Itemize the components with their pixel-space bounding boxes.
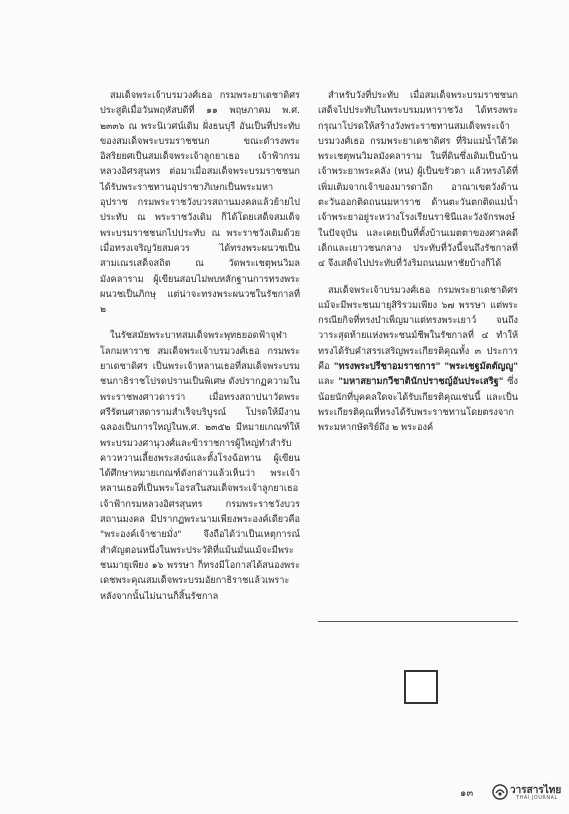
honorific-title: "มหาสยามกวีชาตินักปราชญ์อันประเสริฐ" — [338, 376, 504, 388]
journal-logo-subtext: THAI JOURNAL — [516, 795, 558, 801]
paragraph — [100, 328, 300, 603]
column-divider — [318, 621, 518, 622]
journal-logo-icon — [492, 784, 508, 800]
paragraph-text: ซึ่งน้อยนักที่บุคคลใดจะได้รับเกียรติคุณเช่นนี้ และเป็นพระเกียรติคุณที่ทรงได้รับพระราชทานโดยตรงจากพระมหากษัตริย์ถึง ๒ พระองค์ — [318, 376, 518, 434]
right-column — [318, 88, 518, 447]
page-number: ๑๓ — [460, 788, 474, 799]
paragraph-text: สมเด็จพระเจ้าบรมวงศ์เธอ กรมพระยาเดชาดิศร ประสูติเมื่อวันพฤหัสบดีที่ ๑๑ พฤษภาคม พ.ศ. ๒๓๓๖ ณ พระนิเวศน์เดิม ฝั่งธนบุรี อันเป็นที่ประทับของสมเด็จพระบรมราชชนก ขณะดำรงพระอิสริยยศเป็นสมเด็จพระเจ้าลูกยาเธอ เจ้าฟ้ากรมหลวงอิศรสุนทร ต่อมาเมื่อสมเด็จพระบรมราชชนกได้รับพระราชทานอุปราชาภิเษกเป็นพระมหาอุปราช กรมพระราชวังบวรสถานมงคลแล้วย้ายไปประทับ ณ พระราชวังเดิม ก็ได้โดยเสด็จสมเด็จพระบรมราชชนกไปประทับ ณ พระราชวังเดิมด้วยเมื่อทรงเจริญวัยสมควร ได้ทรงพระผนวชเป็นสามเณรเสด็จสถิต ณ วัดพระเชตุพนวิมลมังคลาราม ผู้เขียนสอบไม่พบหลักฐานการทรงพระผนวชเป็นภิกษุ แต่น่าจะทรงพระผนวชในรัชกาลที่ ๒ — [100, 90, 300, 316]
paragraph-text: และ — [318, 376, 339, 388]
paragraph-text: สำหรับวังที่ประทับ เมื่อสมเด็จพระบรมราชชนกเสด็จไปประทับในพระบรมมหาราชวัง ได้ทรงพระกรุณาโปรดให้สร้างวังพระราชทานสมเด็จพระเจ้าบรมวงศ์เธอ กรมพระยาเดชาดิศร ที่ริมแม่น้ำใต้วัดพระเชตุพนวิมลมังคลาราม ในที่ดินซึ่งเดิมเป็นบ้านเจ้าพระยาพระคลัง (หน) ผู้เป็นขรัวตา แล้วทรงได้ที่เพิ่มเติมจากเจ้าของมารดาอีก อาณาเขตวังด้านตะวันออกติดถนนมหาราช ด้านตะวันตกติดแม่น้ำเจ้าพระยาอยู่ระหว่างโรงเรียนราชินีและวังจักรพงษ์ในปัจจุบัน และเคยเป็นที่ตั้งบ้านเมตตาของศาลคดีเด็กและเยาวชนกลาง ประทับที่วังนี้จนถึงรัชกาลที่ ๔ จึงเสด็จไปประทับที่วังริมถนนมหาชัยบ้างก็ได้ — [318, 90, 518, 270]
end-mark-box — [404, 670, 438, 704]
paragraph — [318, 88, 518, 272]
left-column — [100, 88, 300, 615]
honorific-title: "ทรงพระปรีชาอมราชการ" — [333, 361, 441, 373]
journal-logo-text: วารสารไทย — [510, 785, 562, 796]
paragraph-text: ในรัชสมัยพระบาทสมเด็จพระพุทธยอดฟ้าจุฬาโลกมหาราช สมเด็จพระเจ้าบรมวงศ์เธอ กรมพระยาเดชาดิศร เป็นพระเจ้าหลานเธอที่สมเด็จพระบรมชนกาธิราชโปรดปรานเป็นพิเศษ ดังปรากฏความในพระราชพงศาวดารว่า เมื่อทรงสถาปนาวัดพระศรีรัตนศาสดารามสำเร็จบริบูรณ์ โปรดให้มีงานฉลองเป็นการใหญ่ในพ.ศ. ๒๓๕๒ มีหมายเกณฑ์ให้พระบรมวงศานุวงศ์และข้าราชการผู้ใหญ่ทำสำรับคาวหวานเลี้ยงพระสงฆ์และตั้งโรงฉ้อทาน ผู้เขียนได้ศึกษาหมายเกณฑ์ดังกล่าวแล้วเห็นว่า พระเจ้าหลานเธอที่เป็นพระโอรสในสมเด็จพระเจ้าลูกยาเธอ เจ้าฟ้ากรมหลวงอิศรสุนทร กรมพระราชวังบวรสถานมงคล มีปรากฏพระนามเพียงพระองค์เดียวคือ "พระองค์เจ้าชายมั่ง" จึงถือได้ว่าเป็นเหตุการณ์สำคัญตอนหนึ่งในพระประวัติที่แม้นมั่นแม้จะมีพระชนมายุเพียง ๑๖ พรรษา ก็ทรงมีโอกาสได้สนองพระเดชพระคุณสมเด็จพระบรมอัยกาธิราชแล้วเพราะหลังจากนั้นไม่นานก็สิ้นรัชกาล — [100, 330, 300, 602]
paragraph-text: สมเด็จพระเจ้าบรมวงศ์เธอ กรมพระยาเดชาดิศร แม้จะมีพระชนมายุสิริรวมเพียง ๖๗ พรรษา แต่พระกรณียกิจที่ทรงบำเพ็ญมาแต่ทรงพระเยาว์ จนถึงวาระสุดท้ายแห่งพระชนม์ชีพในรัชกาลที่ ๔ ทำให้ทรงได้รับคำสรรเสริญพระเกียรติคุณทั้ง ๓ ประการ คือ — [318, 284, 518, 373]
paragraph — [100, 88, 300, 317]
honorific-title: "พระเชฐมัตตัญญู" — [444, 361, 518, 373]
paragraph — [318, 283, 518, 436]
page-footer — [460, 784, 560, 804]
